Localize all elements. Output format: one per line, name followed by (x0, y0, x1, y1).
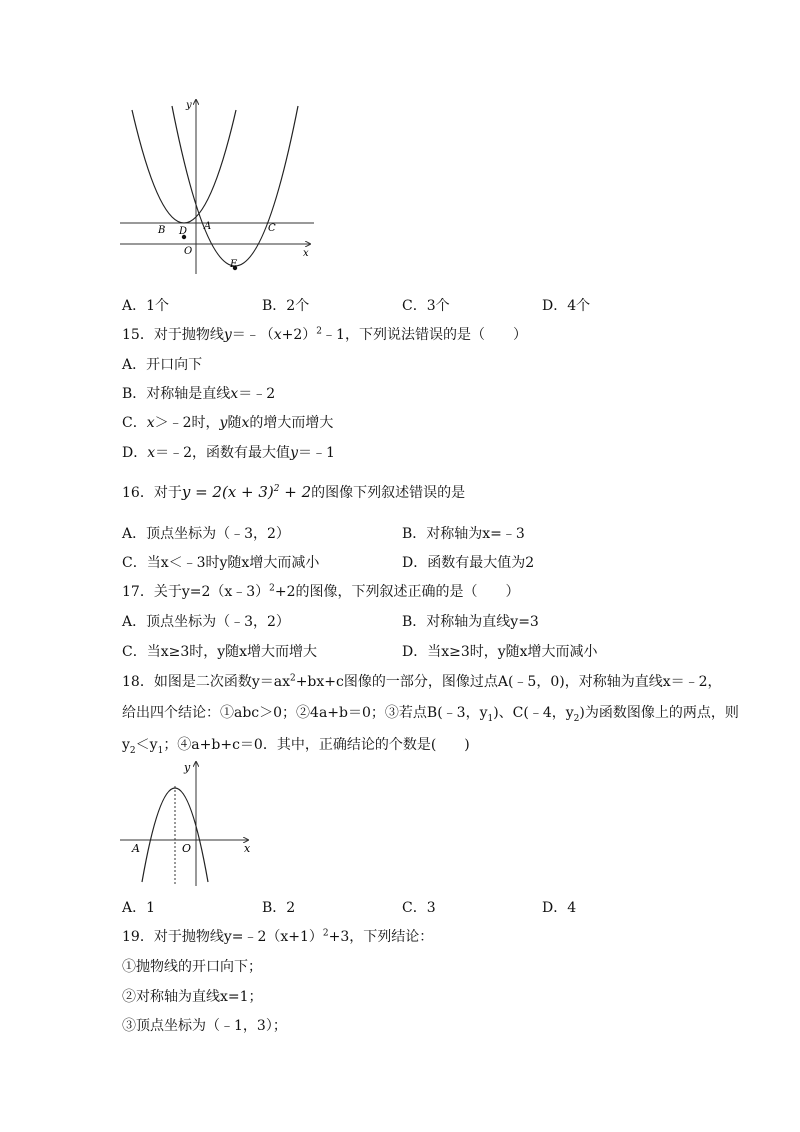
q18-line-2: 给出四个结论：①abc＞0；②4a+b＝0；③若点B(﹣3，$y_1$)、C(﹣4，$y_2$)为函数图像上的两点，则 (122, 705, 739, 724)
q17-option-a[interactable]: A．顶点坐标为（﹣3，2） (122, 614, 290, 630)
q19-statement-1: ①抛物线的开口向下； (122, 959, 262, 975)
q18-line-1: 18．如图是二次函数$y=ax^2+bx+c$图像的一部分，图像过点A(﹣5，0)，对称轴为直线x＝﹣2， (122, 673, 722, 690)
q17-option-d[interactable]: D．当x≥3时，y随x增大而减小 (402, 644, 598, 660)
q18-line-3: $y_2<y_1$；④a+b+c＝0．其中，正确结论的个数是( ) (122, 737, 470, 756)
label-x: x (303, 248, 309, 259)
label-c: C (268, 223, 276, 234)
q14-option-b[interactable]: B．2个 (262, 298, 310, 314)
q14-figure (118, 96, 318, 276)
q18-option-d[interactable]: D．4 (542, 900, 577, 916)
q17-option-b[interactable]: B．对称轴为直线y=3 (402, 614, 539, 630)
q14-option-c[interactable]: C．3个 (402, 298, 450, 314)
parabola-left (132, 110, 236, 223)
label-y: y (186, 100, 192, 111)
q19-stem: 19．对于抛物线$y=﹣2(x+1)^2+3$，下列结论： (122, 928, 434, 945)
q16-option-a[interactable]: A．顶点坐标为（﹣3，2） (122, 526, 290, 542)
q15-option-b[interactable]: B．对称轴是直线x＝﹣2 (122, 386, 276, 402)
q16-option-c[interactable]: C．当x＜﹣3时y随x增大而减小 (122, 555, 320, 571)
q14-option-d[interactable]: D．4个 (542, 298, 591, 314)
label-a: A (132, 842, 140, 855)
q16-formula: $y = 2(x + 3)^2 + 2$ (181, 483, 312, 501)
q14-option-a[interactable]: A．1个 (122, 298, 170, 314)
label-a: A (204, 221, 212, 232)
q15-option-c[interactable]: C．x＞﹣2时，y随x的增大而增大 (122, 415, 334, 431)
q17-stem: 17．关于y=2（x﹣3）$^2$+2的图像，下列叙述正确的是（ ） (122, 583, 520, 600)
q15-stem: 15．对于抛物线$y=﹣(x+2)^2﹣1$，下列说法错误的是（ ） (122, 326, 527, 343)
label-b: B (158, 225, 166, 236)
q18-figure (118, 758, 258, 890)
q17-option-c[interactable]: C．当x≥3时，y随x增大而增大 (122, 644, 318, 660)
q15-option-a[interactable]: A．开口向下 (122, 357, 203, 373)
q19-statement-3: ③顶点坐标为（﹣1，3）； (122, 1018, 287, 1034)
label-x: x (244, 842, 251, 855)
parabola-right (172, 106, 298, 266)
q16-option-d[interactable]: D．函数有最大值为2 (402, 555, 535, 571)
label-y: y (184, 761, 191, 774)
q16-option-b[interactable]: B．对称轴为x=﹣3 (402, 526, 525, 542)
q18-option-a[interactable]: A．1 (122, 900, 156, 916)
q18-option-b[interactable]: B．2 (262, 900, 296, 916)
q19-statement-2: ②对称轴为直线x=1； (122, 989, 263, 1005)
label-e: E (230, 259, 238, 270)
label-d: D (179, 226, 188, 237)
q15-option-d[interactable]: D．x＝﹣2，函数有最大值y＝﹣1 (122, 445, 335, 461)
q16-stem: 16．对于$y = 2(x + 3)^2 + 2$的图像下列叙述错误的是 (122, 483, 466, 501)
q18-option-c[interactable]: C．3 (402, 900, 436, 916)
label-o: O (184, 246, 193, 257)
label-o: O (182, 842, 192, 855)
